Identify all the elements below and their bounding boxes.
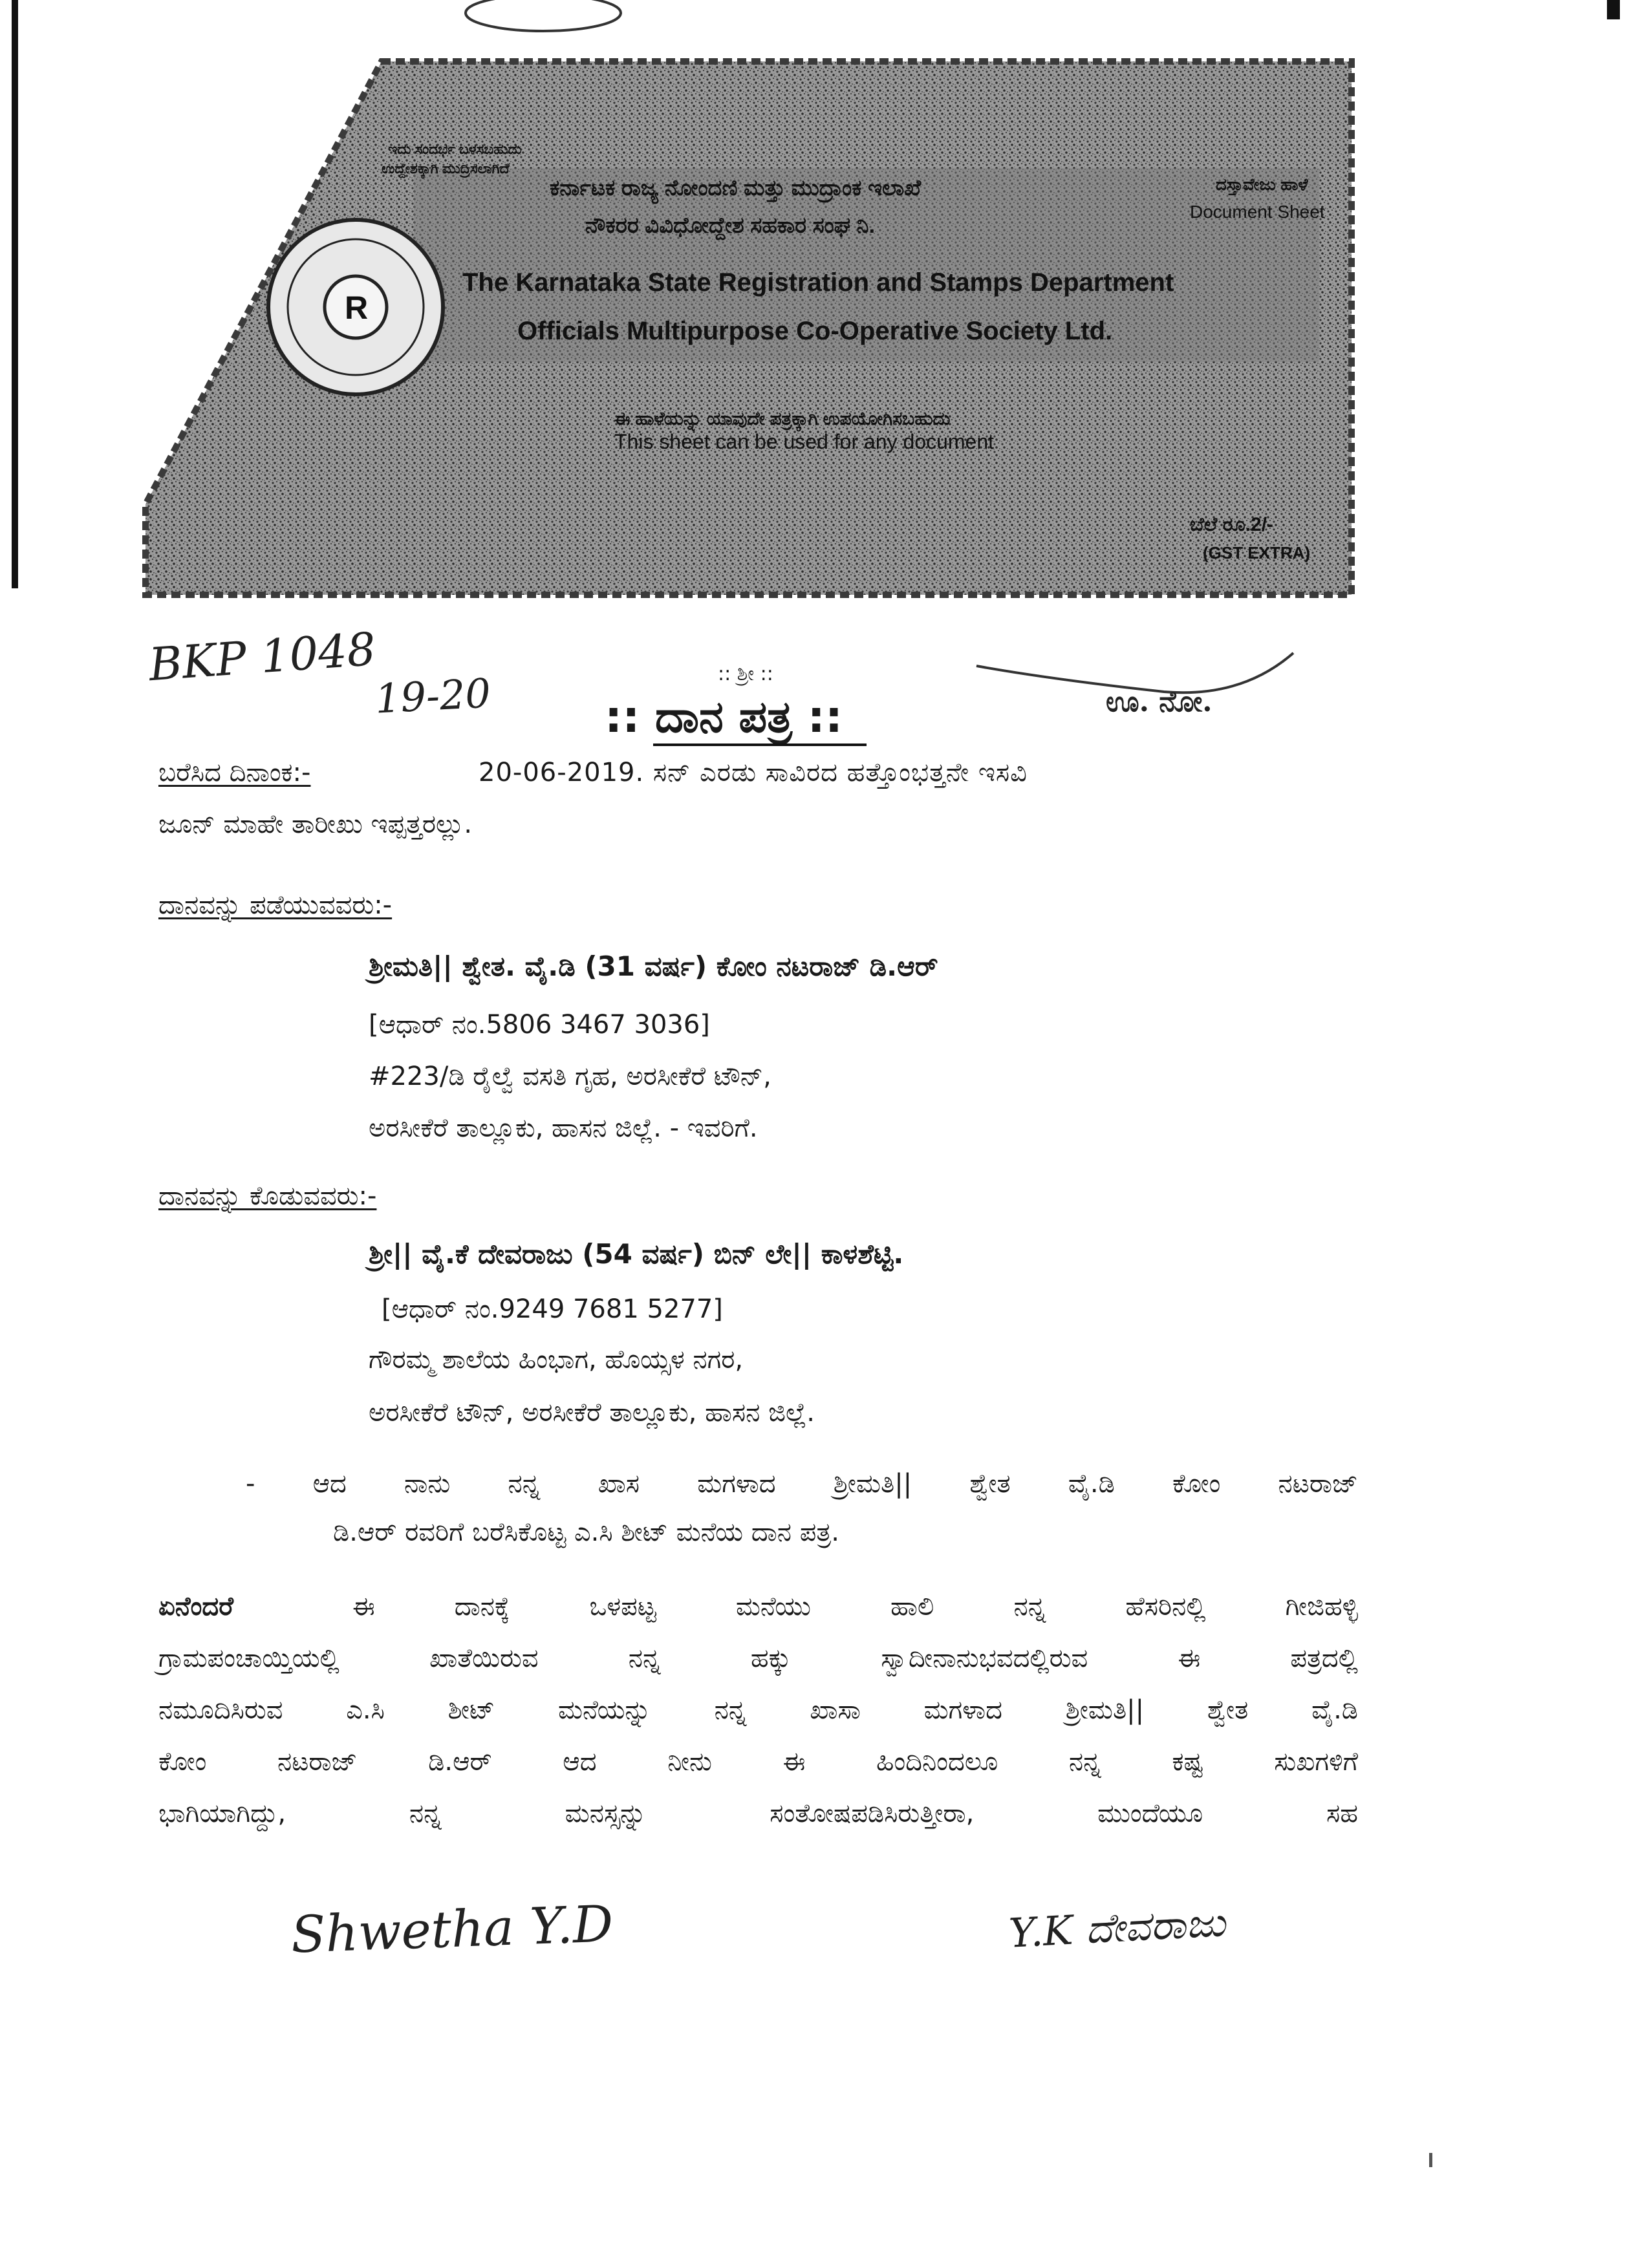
seal-letter: R bbox=[345, 290, 369, 326]
handwritten-reference-number: BKP 1048 bbox=[147, 622, 378, 692]
document-title: :: ದಾನ ಪತ್ರ :: bbox=[605, 692, 843, 743]
paragraph-2-lead: ಏನೆಂದರೆ bbox=[158, 1592, 233, 1621]
shree-heading: :: ಶ್ರೀ :: bbox=[718, 663, 773, 685]
margin-dot bbox=[1429, 2153, 1432, 2167]
handwritten-note-right: ಊ. ನೋ. bbox=[1106, 685, 1212, 718]
recipient-label: ದಾನವನ್ನು ಪಡೆಯುವವರು:- bbox=[158, 890, 393, 920]
stamp-price: ಬೆಲೆ ರೂ.2/- bbox=[1190, 514, 1274, 535]
paragraph-2-line-5: ಭಾಗಿಯಾಗಿದ್ದು, ನನ್ನ ಮನಸ್ಸನ್ನು ಸಂತೋಷಪಡಿಸಿರುತ್ತೀರಾ, ಮುಂದೆಯೂ ಸಹ bbox=[158, 1799, 1358, 1828]
stamp-doc-sheet-en: Document Sheet bbox=[1190, 202, 1325, 222]
handwritten-reference-year: 19-20 bbox=[374, 669, 492, 723]
recipient-address-2: ಅರಸೀಕೆರೆ ತಾಲ್ಲೂಕು, ಹಾಸನ ಜಿಲ್ಲೆ. - ಇವರಿಗೆ. bbox=[369, 1113, 758, 1143]
stamp-paper-banner bbox=[0, 0, 1649, 647]
stamp-english-line-3: This sheet can be used for any document bbox=[614, 430, 995, 453]
stamp-small-text-1: ಇದು ಸಂದರ್ಭ ಬಳಸಬಹುದು bbox=[388, 141, 522, 157]
stamp-english-line-2: Officials Multipurpose Co-Operative Society Ltd. bbox=[517, 317, 1113, 345]
donor-label: ದಾನವನ್ನು ಕೊಡುವವರು:- bbox=[158, 1181, 377, 1211]
document-title-underline bbox=[653, 744, 867, 746]
stamp-kannada-line-2: ನೌಕರರ ವಿವಿಧೋದ್ದೇಶ ಸಹಕಾರ ಸಂಘ ನಿ. bbox=[585, 213, 876, 238]
stamp-kannada-line-3: ಈ ಹಾಳೆಯನ್ನು ಯಾವುದೇ ಪತ್ರಕ್ಕಾಗಿ ಉಪಯೋಗಿಸಬಹುದು bbox=[614, 409, 951, 429]
paragraph-2-line-1: ಈ ದಾನಕ್ಕೆ ಒಳಪಟ್ಟ ಮನೆಯು ಹಾಲಿ ನನ್ನ ಹೆಸರಿನಲ್ಲಿ ಗೀಜಿಹಳ್ಳಿ bbox=[352, 1592, 1358, 1621]
stamp-doc-sheet-kn: ದಸ್ತಾವೇಜು ಹಾಳೆ bbox=[1216, 175, 1308, 194]
donor-address-1: ಗೌರಮ್ಮ ಶಾಲೆಯ ಹಿಂಭಾಗ, ಹೊಯ್ಸಳ ನಗರ, bbox=[369, 1345, 744, 1375]
date-value: 20-06-2019. ಸನ್ ಎರಡು ಸಾವಿರದ ಹತ್ತೊಂಭತ್ತನೇ ಇಸವಿ bbox=[479, 758, 1028, 787]
donor-name: ಶ್ರೀ|| ವೈ.ಕೆ ದೇವರಾಜು (54 ವರ್ಷ) ಬಿನ್ ಲೇ|| ಕಾಳಶೆಟ್ಟಿ. bbox=[369, 1238, 904, 1270]
recipient-name: ಶ್ರೀಮತಿ|| ಶ್ವೇತ. ವೈ.ಡಿ (31 ವರ್ಷ) ಕೋಂ ನಟರಾಜ್ ಡಿ.ಆರ್ bbox=[369, 950, 938, 982]
paragraph-1-line-1: - ಆದ ನಾನು ನನ್ನ ಖಾಸ ಮಗಳಾದ ಶ್ರೀಮತಿ|| ಶ್ವೇತ ವೈ.ಡಿ ಕೋಂ ನಟರಾಜ್ bbox=[246, 1469, 1358, 1499]
stamp-kannada-line-1: ಕರ್ನಾಟಕ ರಾಜ್ಯ ನೋಂದಣಿ ಮತ್ತು ಮುದ್ರಾಂಕ ಇಲಾಖೆ bbox=[550, 176, 921, 200]
stamp-small-text-2: ಉದ್ದೇಶಕ್ಕಾಗಿ ಮುದ್ರಿಸಲಾಗಿದೆ bbox=[382, 160, 510, 177]
stamp-gst: (GST EXTRA) bbox=[1203, 543, 1311, 562]
paragraph-2-line-4: ಕೋಂ ನಟರಾಜ್ ಡಿ.ಆರ್ ಆದ ನೀನು ಈ ಹಿಂದಿನಿಂದಲೂ ನನ್ನ ಕಷ್ಟ ಸುಖಗಳಿಗೆ bbox=[158, 1747, 1358, 1777]
stamp-english-line-1: The Karnataka State Registration and Stamps Department bbox=[462, 268, 1174, 297]
date-label: ಬರೆಸಿದ ದಿನಾಂಕ:- bbox=[158, 758, 311, 787]
recipient-aadhar: [ಆಧಾರ್ ನಂ.5806 3467 3036] bbox=[369, 1010, 710, 1040]
paragraph-2-line-2: ಗ್ರಾಮಪಂಚಾಯ್ತಿಯಲ್ಲಿ ಖಾತೆಯಿರುವ ನನ್ನ ಹಕ್ಕು ಸ್ವಾದೀನಾನುಭವದಲ್ಲಿರುವ ಈ ಪತ್ರದಲ್ಲಿ bbox=[158, 1643, 1358, 1673]
signature-recipient: Shwetha Y.D bbox=[290, 1895, 614, 1965]
donor-address-2: ಅರಸೀಕೆರೆ ಟೌನ್, ಅರಸೀಕೆರೆ ತಾಲ್ಲೂಕು, ಹಾಸನ ಜಿಲ್ಲೆ. bbox=[369, 1398, 815, 1428]
signature-donor: Y.K ದೇವರಾಜು bbox=[1008, 1898, 1227, 1957]
date-line-2: ಜೂನ್ ಮಾಹೇ ತಾರೀಖು ಇಪ್ಪತ್ತರಲ್ಲು. bbox=[158, 809, 473, 839]
paragraph-2-line-3: ನಮೂದಿಸಿರುವ ಎ.ಸಿ ಶೀಟ್ ಮನೆಯನ್ನು ನನ್ನ ಖಾಸಾ ಮಗಳಾದ ಶ್ರೀಮತಿ|| ಶ್ವೇತ ವೈ.ಡಿ bbox=[158, 1695, 1358, 1725]
donor-aadhar: [ಆಧಾರ್ ನಂ.9249 7681 5277] bbox=[382, 1294, 723, 1324]
recipient-address-1: #223/ಡಿ ರೈಲ್ವೆ ವಸತಿ ಗೃಹ, ಅರಸೀಕೆರೆ ಟೌನ್, bbox=[369, 1062, 771, 1091]
paragraph-1-line-2: ಡಿ.ಆರ್ ರವರಿಗೆ ಬರೆಸಿಕೊಟ್ಟ ಎ.ಸಿ ಶೀಟ್ ಮನೆಯ ದಾನ ಪತ್ರ. bbox=[333, 1517, 839, 1547]
